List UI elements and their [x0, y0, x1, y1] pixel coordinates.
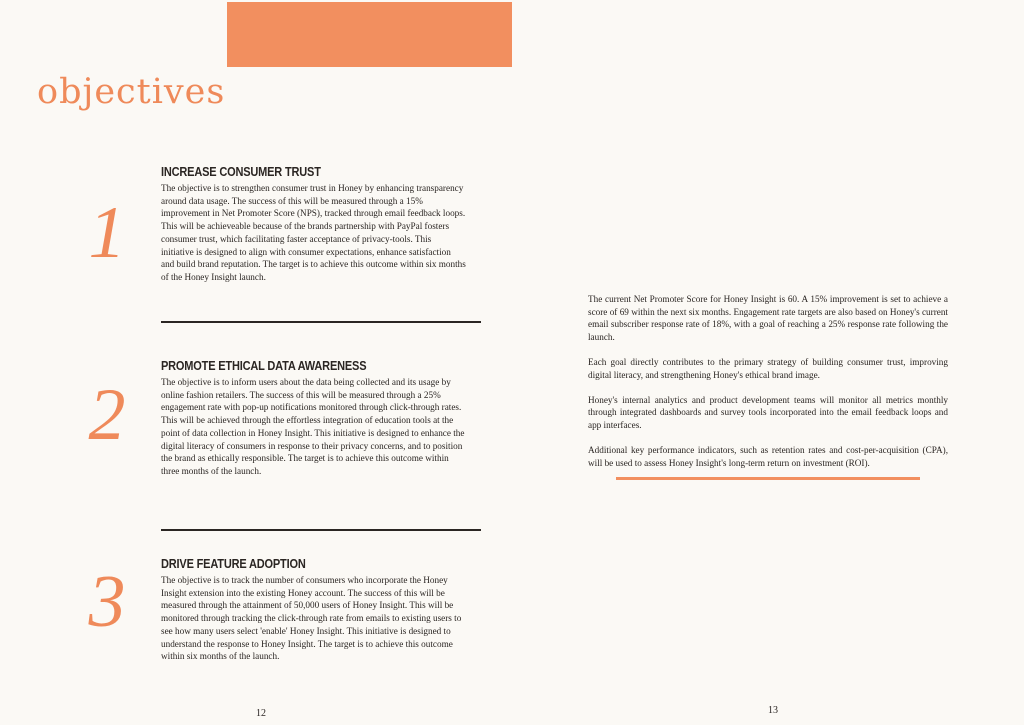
- orange-header-block: [227, 2, 512, 67]
- objective-body: The objective is to track the number of consumers who incorporate the Honey Insight extension into the existing Honey account. The success of this will be measured through the attainment of 50,000 users of Honey Insight. This will be monitored through tracking the click-through rate from emails to existing users to see how many users select 'enable' Honey Insight. This initiative is designed to understand the response to Honey Insight. The target is to achieve this outcome within six months of the launch.: [161, 575, 462, 662]
- right-page: [512, 0, 1024, 725]
- objective-body: The objective is to inform users about the data being collected and its usage by online fashion retailers. The success of this will be measured through a 25% engagement rate with pop-up notifications monitored through click-through rates. This will be achieved through the effortless integration of education tools at the point of data collection in Honey Insight. This initiative is designed to enhance the digital literacy of consumers in response to their privacy concerns, and to position the brand as ethically responsible. The target is to achieve this outcome within three months of the launch.: [161, 377, 465, 476]
- orange-rule: [616, 477, 920, 480]
- page-heading: objectives: [37, 72, 226, 112]
- page-number: 12: [256, 708, 266, 719]
- objective-number: 1: [88, 192, 126, 274]
- paragraph-kpi: Additional key performance indicators, such as retention rates and cost-per-acquisition (CPA), will be used to assess Honey Insight's long-term return on investment (ROI).: [588, 445, 948, 468]
- objective-title: INCREASE CONSUMER TRUST: [161, 165, 321, 179]
- page-number: 13: [768, 705, 778, 716]
- paragraph-strategy: Each goal directly contributes to the primary strategy of building consumer trust, improving digital literacy, and strengthening Honey's ethical brand image.: [588, 356, 948, 380]
- section-divider: [161, 529, 481, 531]
- objective-title: PROMOTE ETHICAL DATA AWARENESS: [161, 359, 367, 373]
- objective-number: 3: [88, 561, 126, 643]
- paragraph-nps: The current Net Promoter Score for Honey Insight is 60. A 15% improvement is set to achieve a score of 69 within the next six months. Engagement rate targets are also based on Honey's current email subscriber response rate of 18%, with a goal of reaching a 25% response rate following the launch.: [588, 294, 948, 342]
- objective-body: The objective is to strengthen consumer trust in Honey by enhancing transparency around data usage. The success of this will be measured through a 15% improvement in Net Promoter Score (NPS), tracked through email feedback loops. This will be achieveable because of the brands partnership with PayPal fosters consumer trust, which facilitating faster acceptance of privacy-tools. This initiative is designed to align with consumer expectations, enhance satisfaction and build brand reputation. The target is to achieve this outcome within six months of the Honey Insight launch.: [161, 183, 466, 282]
- objective-number: 2: [88, 374, 126, 456]
- section-divider: [161, 321, 481, 323]
- paragraph-monitoring: Honey's internal analytics and product development teams will monitor all metrics monthly through integrated dashboards and survey tools incorporated into the email feedback loops and app interfaces.: [588, 394, 948, 430]
- kpi-text-block: [588, 293, 948, 482]
- objective-title: DRIVE FEATURE ADOPTION: [161, 557, 306, 571]
